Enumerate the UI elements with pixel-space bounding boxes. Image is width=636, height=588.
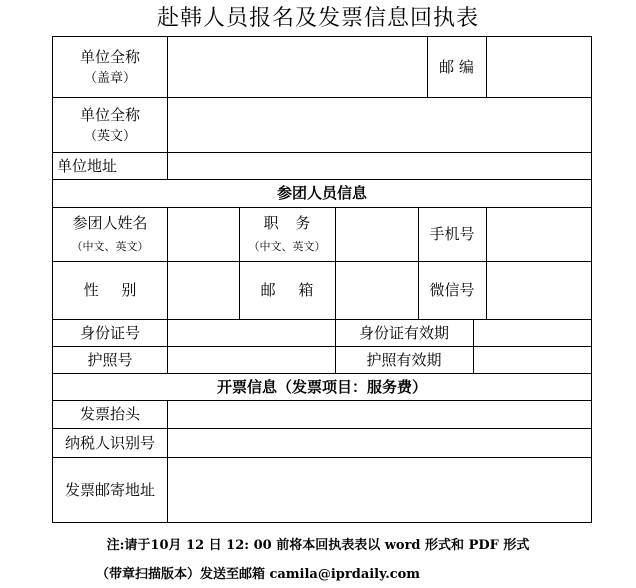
note-line-1: 注:请于10月 12 日 12: 00 前将本回执表表以 word 形式和 PDF 形式: [106, 538, 530, 553]
invoice-header-label: 发票抬头: [79, 405, 140, 423]
email-label: 邮 箱: [260, 281, 314, 299]
invoice-mail-address-label: 发票邮寄地址: [64, 480, 155, 499]
id-validity-label: 身份证有效期: [358, 323, 449, 342]
passport-validity-label: 护照有效期: [366, 350, 442, 369]
position-sub: （中文、英文）: [248, 240, 326, 253]
mobile-field[interactable]: [487, 207, 591, 261]
company-name-cn-sub: （盖章）: [83, 71, 136, 86]
company-address-field[interactable]: [168, 152, 591, 179]
participant-name-label-text: 参团人姓名: [72, 214, 148, 232]
wechat-field[interactable]: [487, 261, 591, 319]
gender-field[interactable]: [168, 261, 239, 319]
id-validity-field[interactable]: [474, 319, 591, 346]
taxpayer-id-label: 纳税人识别号: [64, 433, 155, 452]
invoice-section-title: 开票信息（发票项目：服务费）: [216, 377, 427, 396]
position-label: [239, 207, 335, 261]
position-field[interactable]: [336, 207, 418, 261]
passport-validity-field[interactable]: [474, 346, 591, 373]
postcode-field[interactable]: [487, 37, 591, 97]
position-label-text: 职 务: [263, 214, 311, 232]
participant-name-field[interactable]: [168, 207, 239, 261]
passport-number-field[interactable]: [168, 346, 335, 373]
postcode-label: 邮 编: [439, 58, 474, 76]
company-name-cn-field[interactable]: [168, 37, 427, 97]
company-address-label: 单位地址: [57, 156, 118, 175]
page-title: 赴韩人员报名及发票信息回执表: [156, 6, 479, 31]
email-field[interactable]: [336, 261, 418, 319]
id-number-field[interactable]: [168, 319, 335, 346]
passport-number-label: 护照号: [87, 350, 133, 369]
participant-name-label: [53, 207, 167, 261]
company-name-en-label-text: 单位全称: [79, 105, 140, 124]
company-name-cn-label-text: 单位全称: [79, 48, 140, 66]
note-line-2: （带章扫描版本）发送至邮箱 camila@iprdaily.com: [95, 567, 421, 582]
id-number-label: 身份证号: [79, 323, 140, 342]
company-name-en-sub: （英文）: [83, 128, 136, 144]
company-name-en-field[interactable]: [168, 97, 591, 152]
invoice-header-field[interactable]: [168, 400, 591, 428]
invoice-mail-address-field[interactable]: [168, 457, 591, 522]
registration-form: [52, 36, 592, 523]
company-name-en-label: [53, 97, 167, 152]
participant-name-sub: （中文、英文）: [71, 240, 149, 253]
participants-section-title: 参团人员信息: [276, 184, 367, 202]
mobile-label: 手机号: [429, 225, 475, 243]
gender-label: 性 别: [83, 281, 137, 299]
wechat-label: 微信号: [429, 281, 475, 299]
company-name-cn-label: [53, 37, 167, 97]
taxpayer-id-field[interactable]: [168, 428, 591, 457]
